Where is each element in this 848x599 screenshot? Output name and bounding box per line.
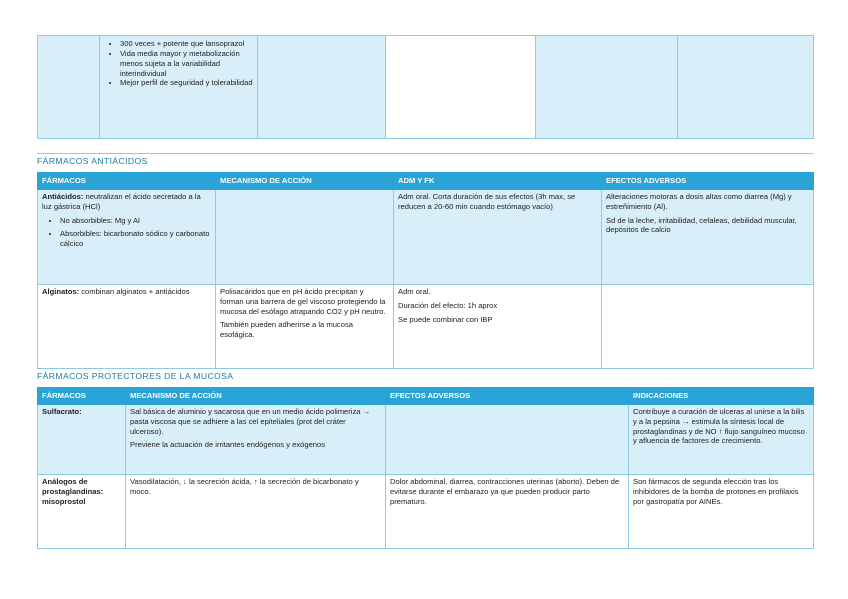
table-cell (38, 36, 100, 139)
cell-text: Se puede combinar con IBP (398, 314, 493, 324)
table-cell (38, 404, 126, 474)
cell-text: Previene la actuación de irritantes endógenos y exógenos (130, 440, 326, 450)
column-header: ADM Y FK (394, 173, 602, 190)
section-title-antacids: FÁRMACOS ANTIÁCIDOS (37, 156, 148, 166)
table-cell (386, 404, 629, 474)
column-header: MECANISMO DE ACCIÓN (126, 388, 386, 405)
list-item: • Vida media mayor y metabolización menos sujeta a la variabilidad interindividual (120, 49, 253, 79)
drug-name: Sulfacrato: (42, 406, 82, 416)
table-cell (602, 189, 814, 284)
column-header: MECANISMO DE ACCIÓN (216, 173, 394, 190)
drug-description: neutralizan el ácido secretado a la luz gástrica (HCl) (42, 191, 201, 211)
table-header-row (38, 173, 814, 190)
table-cell (678, 36, 814, 139)
cell-text: Son fármacos de segunda elección tras los inhibidores de la bomba de protones en profilaxis por gastropatía por AINEs. (633, 476, 799, 506)
drug-description: combinan alginatos + antiácidos (79, 286, 190, 296)
cell-text: Dolor abdominal, diarrea, contracciones uterinas (aborto). Deben de evitarse durante el embarazo ya que pueden producir parto prematuro. (390, 476, 620, 506)
table-cell (126, 404, 386, 474)
cell-text: Sal básica de aluminio y sacarosa que en un medio ácido polimeriza → pasta viscosa que se adhiere a las cel epiteliales (prot del cráter ulceroso). (130, 406, 371, 436)
cell-text: Adm oral. (398, 286, 431, 296)
cell-text (42, 192, 211, 212)
table-cell (216, 189, 394, 284)
cell-text: Polisacáridos que en pH ácido precipitan y forman una barrera de gel viscoso protegiendo la mucosa del esófago atrapando CO2 y pH neutro. (220, 286, 386, 316)
list-item: • Absorbibles: bicarbonato sódico y carbonato cálcico (60, 229, 211, 249)
section-divider (37, 368, 813, 369)
antacids-table (37, 172, 814, 369)
column-header: EFECTOS ADVERSOS (386, 388, 629, 405)
table-cell (602, 284, 814, 368)
table-row (38, 474, 814, 548)
table-cell (38, 189, 216, 284)
table-cell (386, 36, 536, 139)
column-header: FÁRMACOS (38, 173, 216, 190)
table-row (38, 189, 814, 284)
drug-name: Antiácidos: (42, 191, 84, 201)
table-header-row (38, 388, 814, 405)
table-cell (216, 284, 394, 368)
table-cell (38, 284, 216, 368)
bullet-list (42, 216, 211, 250)
list-item: • 300 veces + potente que lansoprazol (120, 39, 253, 49)
column-header: FÁRMACOS (38, 388, 126, 405)
column-header: EFECTOS ADVERSOS (602, 173, 814, 190)
cell-text: Vasodilatación, ↓ la secreción ácida, ↑ la secreción de bicarbonato y moco. (130, 476, 359, 496)
table-cell (258, 36, 386, 139)
previous-table-continuation (37, 35, 814, 139)
table-cell (38, 474, 126, 548)
mucosa-protectors-table (37, 387, 814, 549)
table-cell (386, 474, 629, 548)
drug-name: Alginatos: (42, 286, 80, 296)
table-cell (126, 474, 386, 548)
table-cell (536, 36, 678, 139)
cell-text: Duración del efecto: 1h aprox (398, 300, 498, 310)
drug-name: Análogos de prostaglandinas: misoprostol (42, 476, 104, 506)
cell-text: Alteraciones motoras a dosis altas como diarrea (Mg) y estreñimiento (Al). (606, 191, 792, 211)
list-item: • Mejor perfil de seguridad y tolerabilidad (120, 78, 253, 88)
table-row (38, 284, 814, 368)
section-title-mucosa: FÁRMACOS PROTECTORES DE LA MUCOSA (37, 371, 234, 381)
table-row (38, 404, 814, 474)
table-row (38, 36, 814, 139)
section-divider (37, 153, 813, 154)
table-cell (394, 189, 602, 284)
table-cell (629, 474, 814, 548)
cell-text: Adm oral. Corta duración de sus efectos (3h max, se reducen a 20-60 min cuando estómago vacío) (398, 191, 576, 211)
table-cell (394, 284, 602, 368)
table-cell (100, 36, 258, 139)
bullet-list (104, 39, 253, 88)
cell-text (42, 287, 211, 297)
list-item: • No absorbibles: Mg y Al (60, 216, 211, 226)
cell-text: Contribuye a curación de ulceras al unirse a la bilis y a la pepsina → estimula la síntesis local de prostaglandinas y de NO ↑ flujo sanguíneo mucoso y afluencia de factores de crecimiento. (633, 406, 805, 446)
column-header: INDICACIONES (629, 388, 814, 405)
cell-text: Sd de la leche, irritabilidad, cefaleas, debilidad muscular, depósitos de calcio (606, 215, 797, 235)
table-cell (629, 404, 814, 474)
cell-text: También pueden adherirse a la mucosa esofágica. (220, 320, 353, 340)
